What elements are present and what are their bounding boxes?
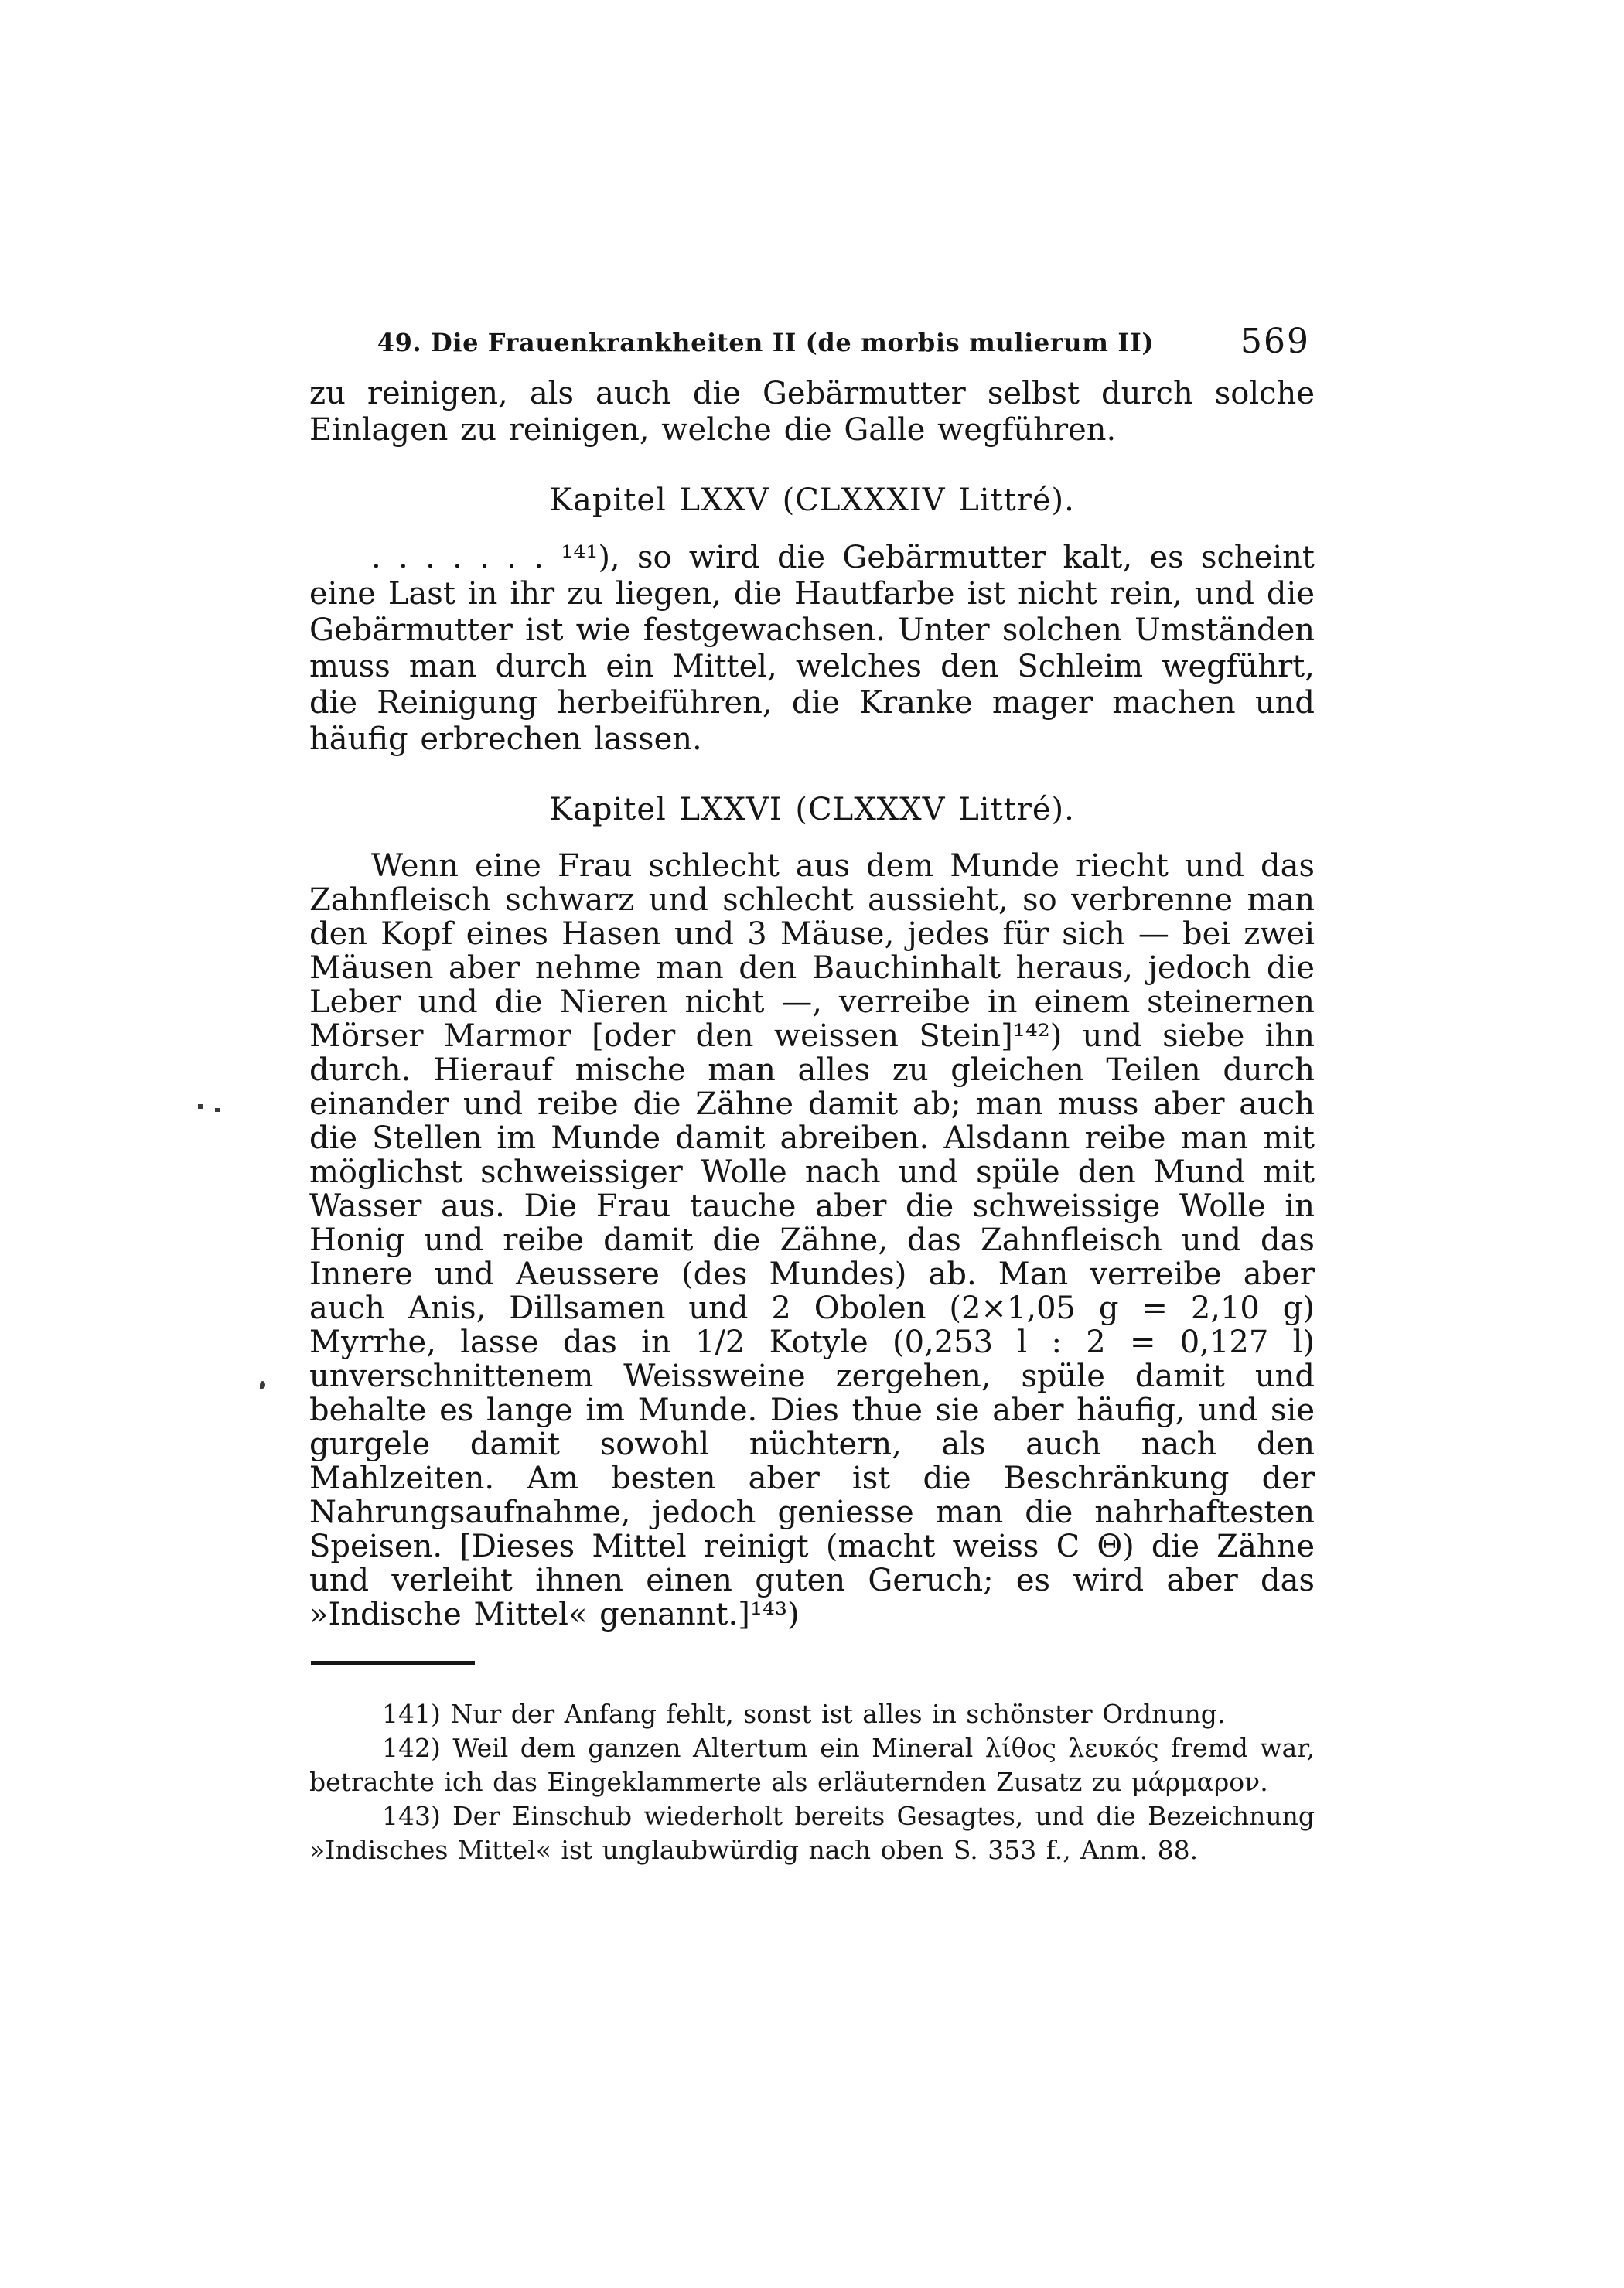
footnote-141: 141) Nur der Anfang fehlt, sonst ist alles in schönster Ordnung. bbox=[382, 1699, 1226, 1729]
chapter-heading-lxxvi: Kapitel LXXVI (CLXXXV Littré). bbox=[549, 792, 1075, 827]
page-number: 569 bbox=[1240, 322, 1310, 361]
chapter-lxxvi-body: Wenn eine Frau schlecht aus dem Munde riecht und das Zahnfleisch schwarz und schlecht aussieht, so verbrenne man den Kopf eines Hasen und 3 Mäuse, jedes für sich — bei zwei Mäusen aber nehme man den Bauchinhalt heraus, jedoch die Leber und die Nieren nicht —, verreibe in einem steinernen Mörser Marmor [oder den weissen Stein]¹⁴²) und siebe ihn durch. Hierauf mische man alles zu gleichen Teilen durch einander und reibe die Zähne damit ab; man muss aber auch die Stellen im Munde damit abreiben. Alsdann reibe man mit möglichst schweissiger Wolle nach und spüle den Mund mit Wasser aus. Die Frau tauche aber die schweissige Wolle in Honig und reibe damit die Zähne, das Zahnfleisch und das Innere und Aeussere (des Mundes) ab. Man verreibe aber auch Anis, Dillsamen und 2 Obolen (2×1,05 g = 2,10 g) Myrrhe, lasse das in 1/2 Kotyle (0,253 l : 2 = 0,127 l) unverschnittenem Weissweine zergehen, spüle damit und behalte es lange im Munde. Dies thue sie aber häufig, und sie gurgele damit sowohl nüchtern, als auch nach den Mahlzeiten. Am besten aber ist die Beschränkung der Nahrungsaufnahme, jedoch geniesse man die nahrhaftesten Speisen. [Dieses Mittel reinigt (macht weiss C Θ) die Zähne und verleiht ihnen einen guten Geruch; es wird aber das »Indische Mittel« genannt.]¹⁴³) bbox=[309, 848, 1315, 1632]
text-block bbox=[309, 376, 1315, 1867]
intro-paragraph: zu reinigen, als auch die Gebärmutter selbst durch solche Einlagen zu reinigen, welche die Galle wegführen. bbox=[309, 376, 1315, 448]
footnote-143: 143) Der Einschub wiederholt bereits Gesagtes, und die Bezeichnung »Indisches Mittel« ist unglaubwürdig nach oben S. 353 f., Anm. 88. bbox=[309, 1801, 1315, 1865]
running-head bbox=[309, 322, 1315, 374]
scan-artifact-speck bbox=[260, 1381, 265, 1389]
scan-artifact-dot bbox=[198, 1104, 203, 1109]
running-head-title: 49. Die Frauenkrankheiten II (de morbis mulierum II) bbox=[377, 328, 1155, 357]
chapter-lxxv-body: . . . . . . . ¹⁴¹), so wird die Gebärmutter kalt, es scheint eine Last in ihr zu liegen, die Hautfarbe ist nicht rein, und die Gebärmutter ist wie festgewachsen. Unter solchen Umständen muss man durch ein Mittel, welches den Schleim wegführt, die Reinigung herbeiführen, die Kranke mager machen und häufig erbrechen lassen. bbox=[309, 540, 1315, 757]
footnotes bbox=[309, 1697, 1315, 1867]
scan-artifact-dot bbox=[215, 1108, 220, 1112]
footnote-separator-rule bbox=[311, 1661, 475, 1665]
chapter-heading-lxxv: Kapitel LXXV (CLXXXIV Littré). bbox=[549, 482, 1075, 518]
footnote-142: 142) Weil dem ganzen Altertum ein Mineral λίθος λευκός fremd war, betrachte ich das Eingeklammerte als erläuternden Zusatz zu μάρμαρον. bbox=[309, 1733, 1315, 1797]
